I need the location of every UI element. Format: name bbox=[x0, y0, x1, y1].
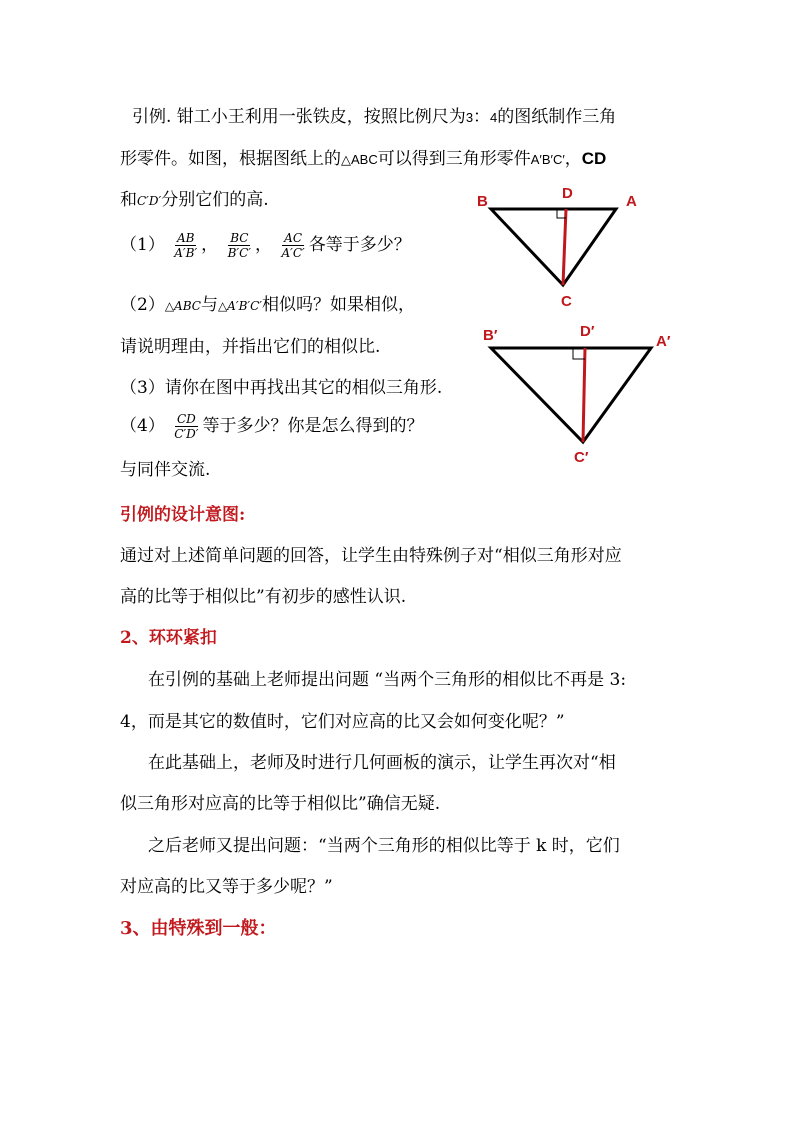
vertex-b-prime: B′ bbox=[483, 327, 498, 344]
section-2-p3a: 之后老师又提出问题：“当两个三角形的相似比等于 k 时，它们 bbox=[148, 836, 620, 856]
triangle-abc: △ABC bbox=[341, 152, 378, 167]
section-2-p1b: 4，而是其它的数值时，它们对应高的比又会如何变化呢？” bbox=[120, 712, 565, 732]
vertex-c: C bbox=[561, 293, 572, 310]
vertex-c-prime: C′ bbox=[574, 449, 589, 466]
section-3-heading: 3、由特殊到一般： bbox=[120, 918, 277, 939]
section-2-p2b: 似三角形对应高的比等于相似比”确信无疑. bbox=[120, 794, 441, 814]
triangle-prime: △A′B′C′ bbox=[217, 299, 263, 313]
q2-mid: 与 bbox=[200, 295, 218, 315]
altitude-cd bbox=[563, 209, 566, 285]
design-heading: 引例的设计意图: bbox=[120, 505, 246, 525]
section-2-p3b: 对应高的比又等于多少呢？” bbox=[120, 877, 333, 897]
triangle-abc: △ABC bbox=[164, 299, 201, 313]
ratio-value: 3 bbox=[465, 110, 474, 125]
right-angle-mark bbox=[573, 348, 585, 359]
fraction-cd: $\frac{CD}{C'D'}$ bbox=[174, 412, 199, 441]
fraction-ac: $\frac{AC}{A'C'}$ bbox=[281, 231, 305, 260]
section-2-p2a: 在此基础上，老师及时进行几何画板的演示，让学生再次对“相 bbox=[148, 753, 616, 773]
ratio-value-2: 4 bbox=[490, 110, 498, 125]
segment-cd: CD bbox=[581, 149, 607, 168]
design-paragraph-1: 通过对上述简单问题的回答，让学生由特殊例子对“相似三角形对应 bbox=[120, 546, 622, 566]
triangle-bottom-outline bbox=[491, 348, 651, 442]
intro-text: 引例. 钳工小王利用一张铁皮，按照比例尺为 bbox=[132, 107, 466, 127]
vertex-a-prime: A′ bbox=[656, 333, 671, 350]
fraction-ab: $\frac{AB}{A'B'}$ bbox=[174, 231, 198, 260]
q2-tail: 相似吗？如果相似， bbox=[262, 295, 416, 315]
ratio-colon: ： bbox=[473, 107, 491, 127]
intro-text: 可以得到三角形零件 bbox=[377, 149, 531, 169]
altitude-c-prime-d-prime bbox=[583, 348, 585, 442]
fraction-bc: $\frac{BC}{B'C'}$ bbox=[227, 231, 252, 260]
intro-text: 分别它们的高. bbox=[161, 190, 269, 210]
comma: ， bbox=[564, 149, 582, 169]
vertex-b: B bbox=[477, 193, 488, 210]
q2-label: （2） bbox=[120, 295, 165, 315]
segment-cd-prime: C′D′ bbox=[137, 194, 162, 208]
comma: ， bbox=[255, 235, 273, 255]
intro-text: 形零件。如图，根据图纸上的 bbox=[120, 149, 341, 169]
design-paragraph-2: 高的比等于相似比”有初步的感性认识. bbox=[120, 587, 407, 607]
triangle-top bbox=[477, 185, 637, 310]
triangle-top-outline bbox=[491, 209, 616, 285]
vertex-d-prime: D′ bbox=[580, 323, 595, 340]
question-4-line-2: 与同伴交流. bbox=[120, 460, 211, 480]
q4-tail: 等于多少？你是怎么得到的？ bbox=[202, 416, 424, 436]
triangle-bottom bbox=[483, 323, 671, 466]
vertex-d: D bbox=[562, 185, 573, 202]
q1-tail: 各等于多少？ bbox=[308, 235, 411, 255]
intro-text: 和 bbox=[120, 190, 137, 210]
section-2-p1a: 在引例的基础上老师提出问题 “当两个三角形的相似比不再是 3: bbox=[148, 670, 627, 690]
triangle-prime: A′B′C′ bbox=[530, 152, 565, 167]
comma: ， bbox=[201, 235, 219, 255]
vertex-a: A bbox=[626, 193, 637, 210]
q4-label: （4） bbox=[120, 416, 165, 436]
q1-label: （1） bbox=[120, 235, 165, 255]
question-3: （3）请你在图中再找出其它的相似三角形. bbox=[120, 378, 443, 398]
section-2-heading: 2、环环紧扣 bbox=[120, 628, 217, 648]
intro-text: 的图纸制作三角 bbox=[497, 107, 617, 127]
question-2-line-2: 请说明理由，并指出它们的相似比. bbox=[120, 337, 381, 357]
